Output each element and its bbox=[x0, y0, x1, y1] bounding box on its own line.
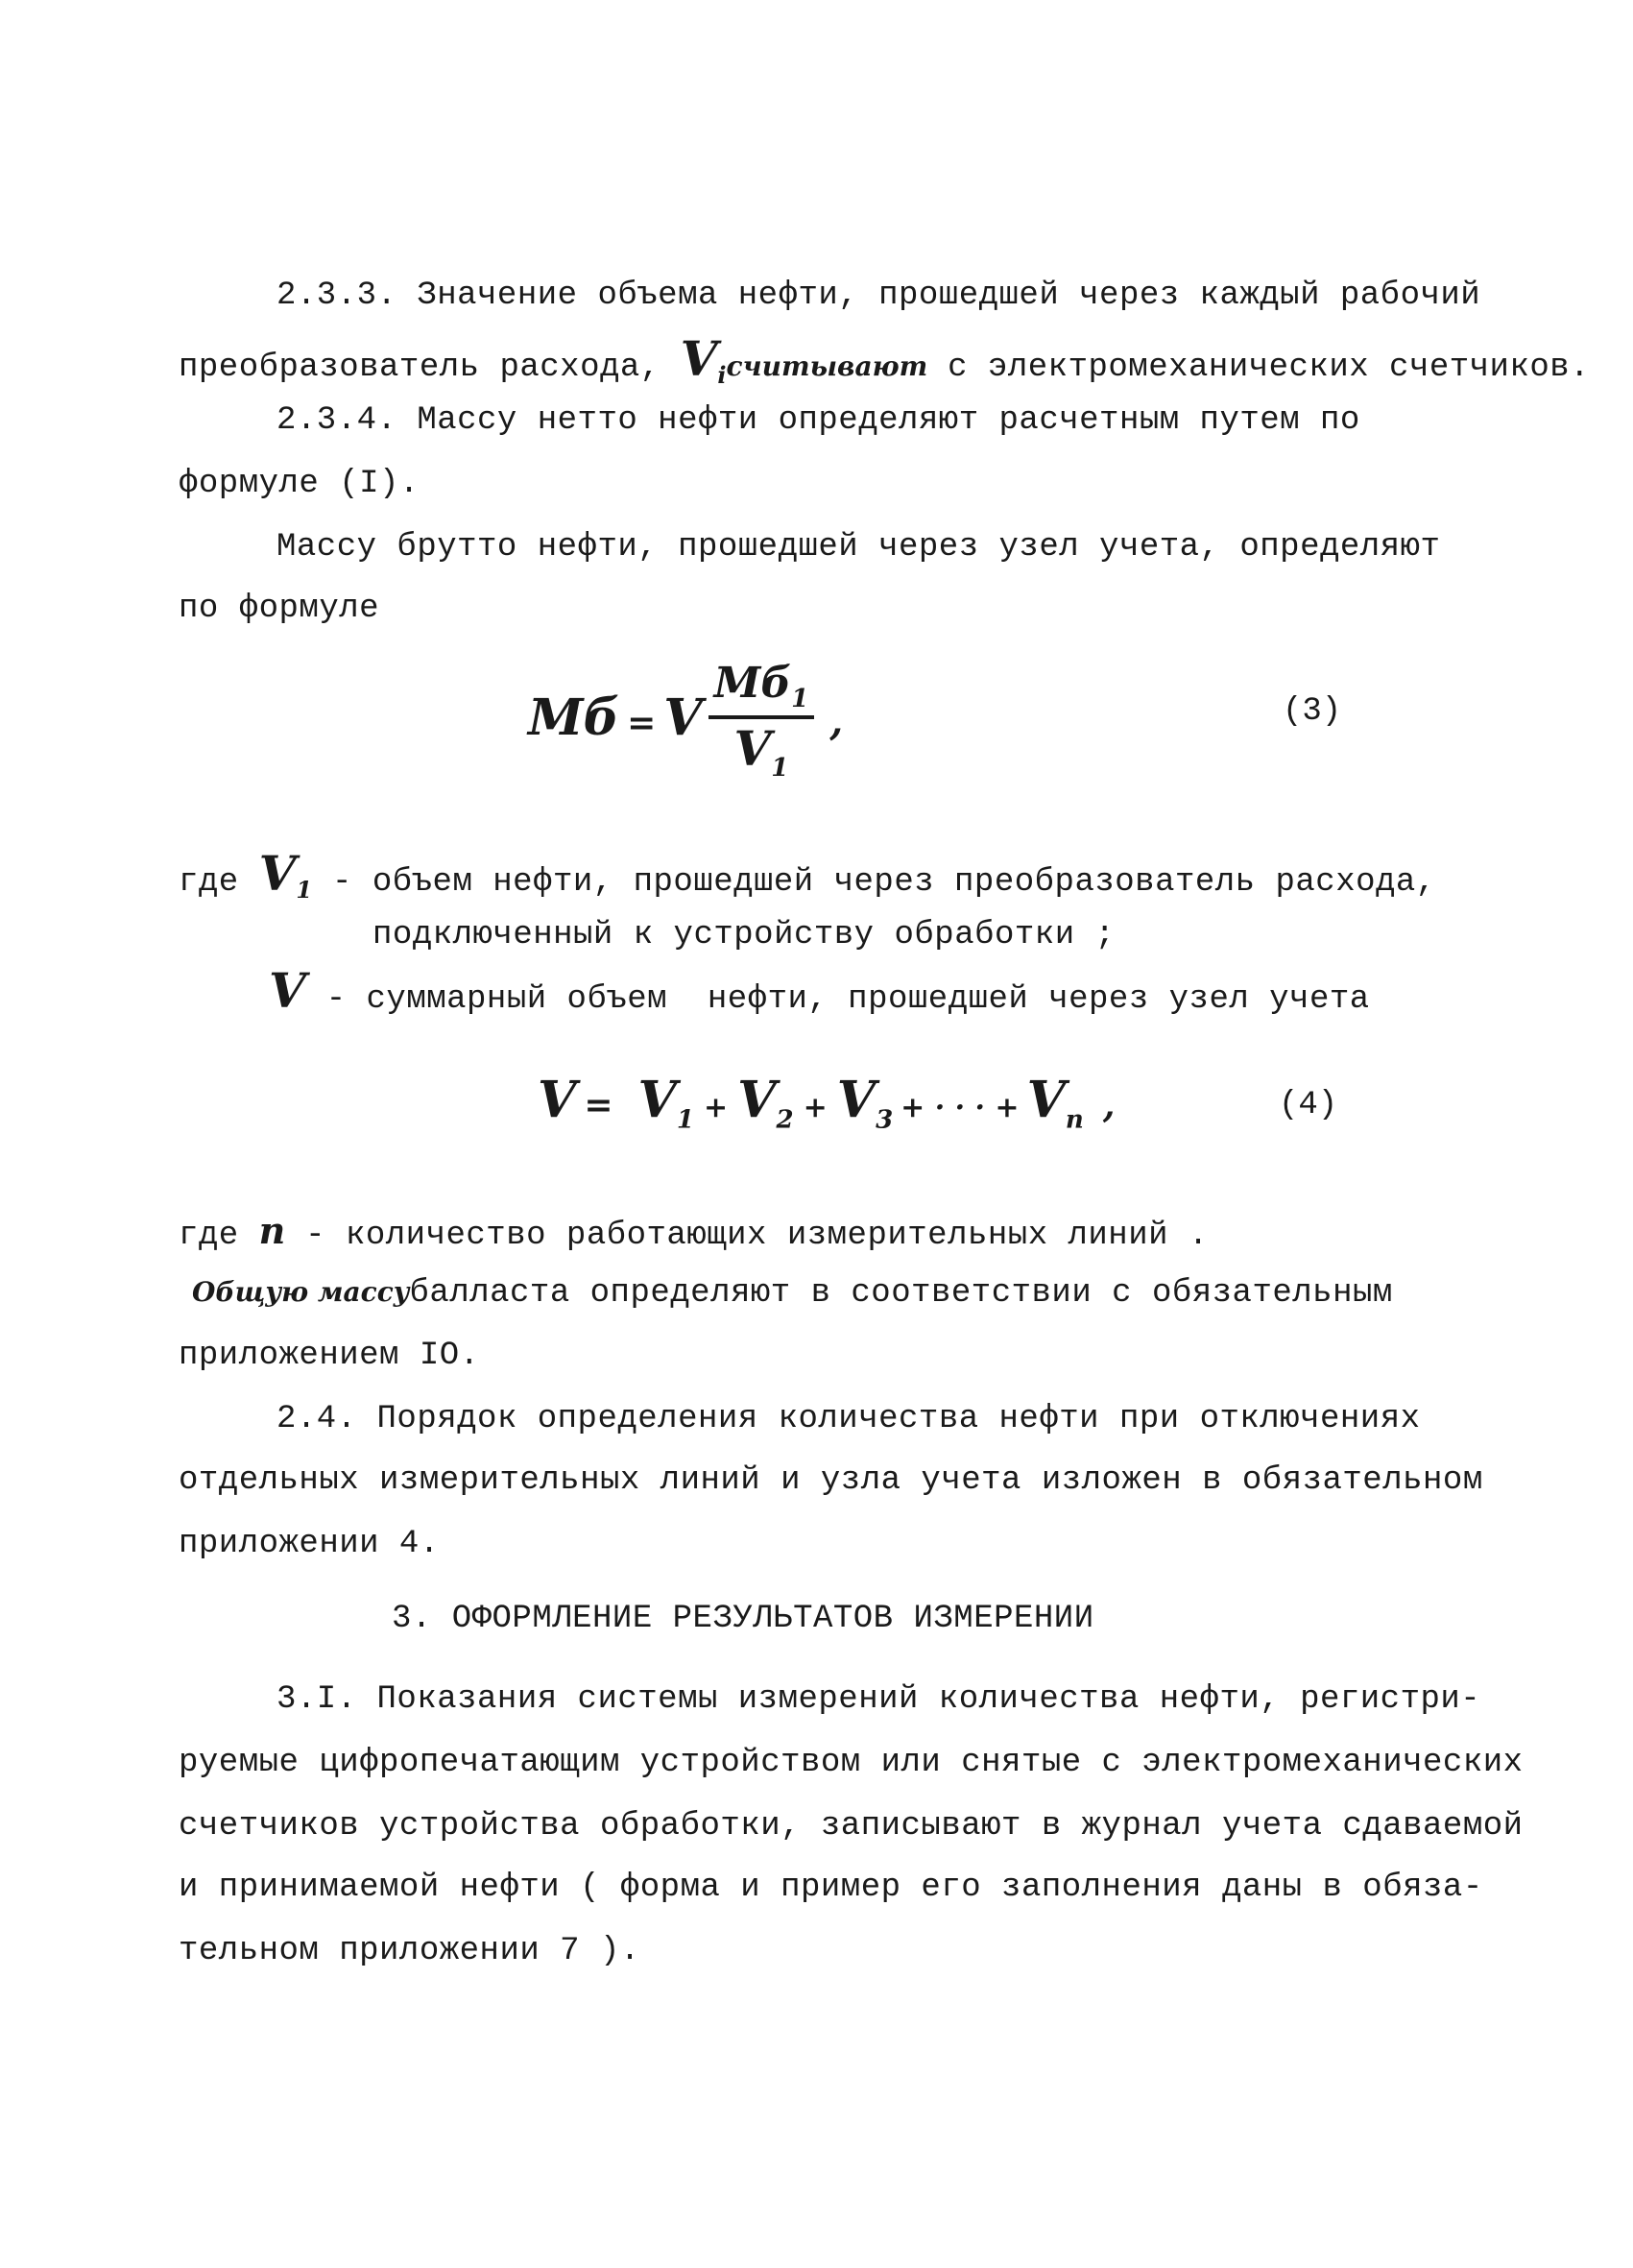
formula4-t2-sub: 2 bbox=[776, 1105, 794, 1135]
formula-4 bbox=[538, 1071, 1116, 1135]
formula4-plus2: + bbox=[803, 1091, 828, 1124]
vi-symbol: V bbox=[680, 330, 718, 387]
ballast-handwritten: Общую массу bbox=[192, 1276, 410, 1308]
where1-line3 bbox=[269, 962, 1370, 1021]
p234-line2: формуле (I). bbox=[179, 466, 420, 502]
where2-label: где bbox=[179, 1218, 259, 1254]
brutto-line2: по формуле bbox=[179, 591, 380, 627]
formula3-fraction bbox=[708, 659, 815, 783]
formula4-t2: V bbox=[737, 1071, 777, 1129]
p31-line4: и принимаемой нефти ( форма и пример его заполнения даны в обяза- bbox=[179, 1870, 1483, 1906]
p24-text1: Порядок определения количества нефти при отключениях bbox=[356, 1401, 1421, 1437]
ballast-line1 bbox=[192, 1271, 1393, 1315]
p24-number: 2.4. bbox=[276, 1401, 357, 1437]
formula4-t3-sub: 3 bbox=[876, 1105, 894, 1135]
formula3-denominator: $V_1$ bbox=[733, 719, 789, 783]
ballast-text1: балласта определяют в соответствии с обязательным bbox=[409, 1275, 1393, 1312]
where2-line bbox=[179, 1210, 1209, 1257]
where1-text1: - объем нефти, прошедшей через преобразователь расхода, bbox=[312, 864, 1436, 901]
p24-line2: отдельных измерительных линий и узла учета изложен в обязательном bbox=[179, 1462, 1483, 1499]
where1-line2: подключенный к устройству обработки ; bbox=[372, 917, 1116, 953]
vi-subscript: i bbox=[717, 360, 727, 389]
p31-line2: руемые цифропечатающим устройством или снятые с электромеханических bbox=[179, 1745, 1524, 1781]
equation-number-3: (3) bbox=[1283, 693, 1342, 730]
where1-line1 bbox=[179, 845, 1436, 911]
where1-text3: - суммарный объем нефти, прошедшей через узел учета bbox=[305, 981, 1370, 1018]
where1-symbol2: V bbox=[269, 962, 306, 1019]
p31-line1: 3.I. Показания системы измерений количества нефти, регистри- bbox=[276, 1681, 1481, 1718]
ballast-line2: приложением IO. bbox=[179, 1338, 480, 1374]
equation-number-4: (4) bbox=[1279, 1087, 1338, 1123]
section3-title: 3. ОФОРМЛЕНИЕ РЕЗУЛЬТАТОВ ИЗМЕРЕНИИ bbox=[392, 1601, 1094, 1637]
formula4-comma: , bbox=[1102, 1085, 1116, 1125]
p233-line2-before: преобразователь расхода, bbox=[179, 350, 681, 386]
p31-line3: счетчиков устройства обработки, записывают в журнал учета сдаваемой bbox=[179, 1808, 1524, 1845]
formula3-numerator: $Mб_1$ bbox=[708, 663, 815, 719]
p24-line1 bbox=[276, 1398, 1421, 1440]
p233-line1: 2.3.3. Значение объема нефти, прошедшей через каждый рабочий bbox=[276, 277, 1481, 314]
p24-line3: приложении 4. bbox=[179, 1526, 440, 1562]
read-word: считывают bbox=[726, 350, 928, 382]
p31-line5: тельном приложении 7 ). bbox=[179, 1933, 640, 1969]
formula3-v: V bbox=[663, 688, 703, 747]
formula4-t3: V bbox=[836, 1071, 877, 1129]
p233-line2-after: с электромеханических счетчиков. bbox=[927, 350, 1591, 386]
formula4-plus1: + bbox=[703, 1091, 729, 1124]
where1-label: где bbox=[179, 864, 259, 901]
formula3-lhs: Mб bbox=[528, 688, 620, 747]
formula4-t1-sub: 1 bbox=[676, 1105, 694, 1135]
formula3-comma: , bbox=[829, 698, 844, 744]
where2-text: - количество работающих измерительных линий . bbox=[285, 1218, 1209, 1254]
p233-line2 bbox=[179, 330, 1591, 397]
formula4-dots: + · · · + bbox=[901, 1091, 1020, 1124]
where1-symbol: V bbox=[258, 845, 297, 902]
formula4-tn: V bbox=[1026, 1071, 1066, 1129]
brutto-line1: Массу брутто нефти, прошедшей через узел учета, определяют bbox=[276, 529, 1441, 566]
p234-line1: 2.3.4. Массу нетто нефти определяют расчетным путем по bbox=[276, 402, 1360, 439]
where2-symbol: n bbox=[258, 1209, 286, 1252]
formula3-eq: = bbox=[627, 702, 657, 743]
formula4-tn-sub: n bbox=[1065, 1105, 1084, 1135]
formula-3 bbox=[528, 659, 844, 783]
where1-symbol-sub: 1 bbox=[296, 875, 313, 904]
formula4-lhs: V bbox=[538, 1071, 577, 1129]
formula4-t1: V bbox=[637, 1071, 677, 1129]
formula4-eq: = bbox=[584, 1085, 613, 1125]
